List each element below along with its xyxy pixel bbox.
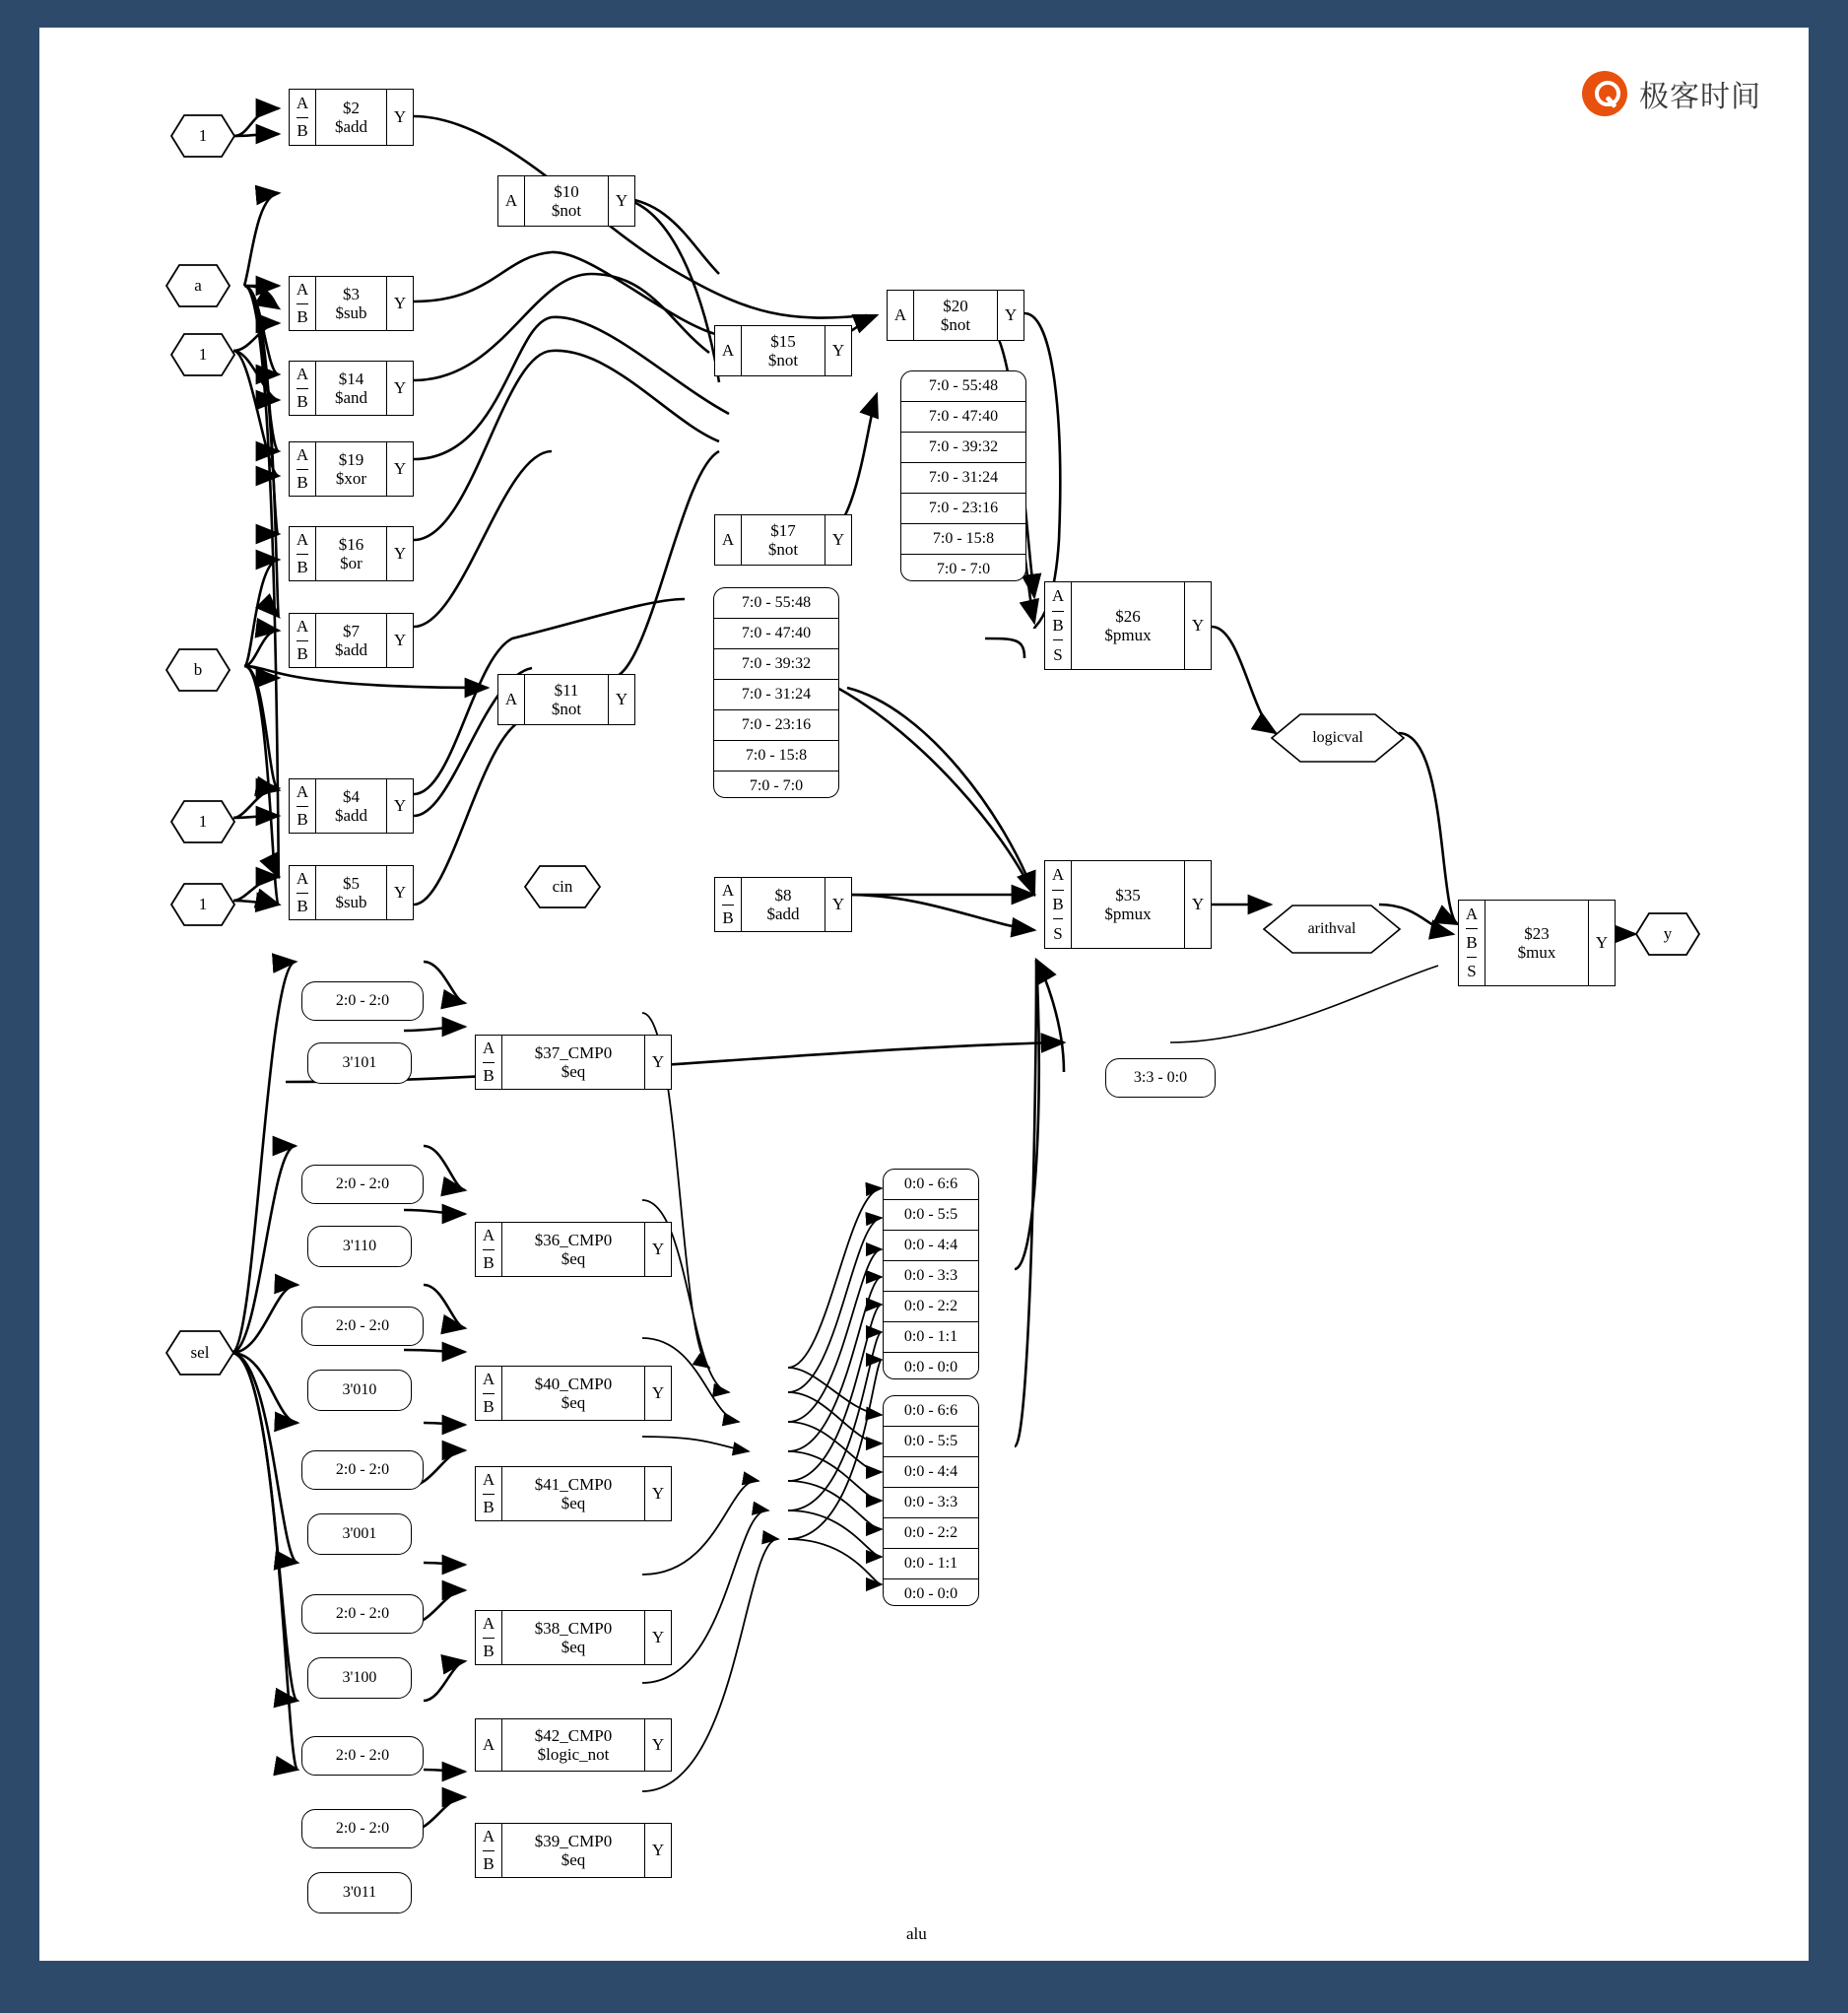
cell-26-pmux[interactable] [1044,581,1212,670]
port-a: A [1051,865,1065,885]
constant-label: 1 [198,895,208,913]
sel-slice: 2:0 - 2:0 [301,1594,424,1634]
port-y: Y [615,690,628,708]
slice-3-3-0-0: 3:3 - 0:0 [1105,1058,1216,1098]
cell-26-output [1184,582,1211,669]
cell-7-body [316,614,386,667]
cell-name: $36_CMP0 [534,1230,613,1249]
port-b: B [483,1062,494,1090]
cell-38-body [502,1611,644,1664]
port-a: A [296,365,309,384]
diagram-canvas [39,28,1809,1961]
geekbang-logo-icon [1582,71,1627,116]
sel-slice: 2:0 - 2:0 [301,1165,424,1204]
constant-node [170,883,235,926]
cell-7[interactable] [289,613,414,668]
port-b: B [297,303,307,331]
port-y: Y [393,544,407,563]
cell-2-output [386,90,413,145]
port-a: A [482,1614,495,1634]
slice-row: 7:0 - 23:16 [714,710,838,741]
cell-11-body [525,675,608,724]
cell-name: $38_CMP0 [534,1618,613,1638]
cell-10-output [608,176,634,226]
cell-16-inputs [290,527,316,580]
cell-name: $10 [554,181,579,201]
cell-37-cmp[interactable] [475,1035,672,1090]
port-y: Y [651,1841,665,1859]
port-a: A [296,280,309,300]
slice-row: 0:0 - 1:1 [884,1322,978,1353]
cell-11-output [608,675,634,724]
port-b: B [483,1638,494,1665]
sel-slice: 2:0 - 2:0 [301,1809,424,1848]
cell-19-output [386,442,413,496]
port-node-b [165,648,231,692]
cell-name: $3 [343,284,360,303]
brand-name: 极客时间 [1639,80,1761,114]
sel-slice: 2:0 - 2:0 [301,981,424,1021]
slice-row: 7:0 - 55:48 [901,371,1025,402]
cell-42-inputs [476,1719,502,1771]
cell-20-body [914,291,997,340]
port-y: Y [651,1383,665,1402]
cell-14-body [316,362,386,415]
port-a: A [482,1226,495,1245]
port-node-cin [524,865,601,908]
constant-node [170,800,235,843]
cell-type: $pmux [1104,905,1152,923]
port-y: Y [1191,616,1205,635]
cell-type: $sub [335,893,367,911]
cell-38-output [644,1611,671,1664]
slice-row: 7:0 - 47:40 [714,619,838,649]
cell-name: $5 [343,873,360,893]
slice-row: 7:0 - 7:0 [936,561,991,577]
cell-39-inputs [476,1824,502,1877]
cell-type: $mux [1517,943,1556,962]
cell-4-output [386,779,413,833]
cell-26-inputs [1045,582,1072,669]
sel-slice: 2:0 - 2:0 [301,1450,424,1490]
cell-name: $20 [943,296,968,315]
cell-type: $eq [561,1249,586,1268]
port-label-cin: cin [552,877,573,896]
cell-23-body [1485,901,1588,985]
slice-row: 7:0 - 39:32 [901,433,1025,463]
slice-row: 0:0 - 1:1 [884,1549,978,1579]
cell-15[interactable] [714,325,852,376]
cell-4-body [316,779,386,833]
wire-label: logicval [1312,729,1363,746]
port-s: S [1467,957,1476,985]
cell-17[interactable] [714,514,852,566]
cell-type: $add [766,905,800,923]
port-b: B [722,905,733,932]
cell-type: $and [334,388,368,407]
port-a: A [504,191,518,210]
port-b: B [297,117,307,146]
cell-40-output [644,1367,671,1420]
slice-group-mid [713,587,839,798]
port-label-b: b [193,660,203,679]
cell-type: $eq [561,1062,586,1081]
cell-name: $26 [1115,606,1141,626]
port-y: Y [393,631,407,649]
cell-name: $4 [343,786,360,806]
cell-14-output [386,362,413,415]
cell-20[interactable] [887,290,1024,341]
slice-row: 0:0 - 2:2 [884,1518,978,1549]
port-b: B [483,1393,494,1421]
port-b: B [297,554,307,581]
wire-logicval [1271,713,1405,763]
constant-3-011: 3'011 [307,1872,412,1913]
cell-19-body [316,442,386,496]
slice-row: 7:0 - 39:32 [714,649,838,680]
port-y: Y [651,1628,665,1646]
cell-name: $8 [774,885,792,905]
cell-39-body [502,1824,644,1877]
cell-20-output [997,291,1023,340]
constant-3-101: 3'101 [307,1042,412,1084]
cell-type: $eq [561,1494,586,1512]
cell-23-output [1588,901,1615,985]
port-s: S [1053,918,1062,948]
cell-19[interactable] [289,441,414,497]
cell-3[interactable] [289,276,414,331]
cell-17-inputs [715,515,742,565]
cell-17-output [825,515,851,565]
port-a: A [296,782,309,802]
cell-16[interactable] [289,526,414,581]
cell-type: $add [334,640,368,659]
cell-type: $eq [561,1638,586,1656]
cell-15-inputs [715,326,742,375]
slice-row: 0:0 - 4:4 [884,1231,978,1261]
cell-40-cmp[interactable] [475,1366,672,1421]
port-a: A [482,1470,495,1490]
port-a: A [721,881,735,901]
slice-row: 0:0 - 2:2 [884,1292,978,1322]
port-y: Y [1595,933,1609,952]
cell-name: $16 [338,534,364,554]
cell-14-inputs [290,362,316,415]
cell-8-body [742,878,825,931]
cell-37-output [644,1036,671,1089]
port-b: B [1052,890,1063,919]
slice-group-bits-upper [883,1169,979,1379]
cell-42-body [502,1719,644,1771]
cell-35-output [1184,861,1211,948]
cell-35-inputs [1045,861,1072,948]
cell-4-inputs [290,779,316,833]
cell-type: $eq [561,1393,586,1412]
cell-8-output [825,878,851,931]
constant-3-110: 3'110 [307,1226,412,1267]
port-y: Y [651,1240,665,1258]
cell-14[interactable] [289,361,414,416]
port-a: A [482,1735,495,1754]
slice-group-bits-lower [883,1395,979,1606]
port-a: A [1051,586,1065,606]
cell-35-pmux[interactable] [1044,860,1212,949]
slice-row: 0:0 - 3:3 [884,1261,978,1292]
constant-node [170,114,235,158]
constant-label: 1 [198,812,208,831]
slice-row: 0:0 - 0:0 [903,1359,958,1376]
constant-3-100: 3'100 [307,1657,412,1699]
cell-type: $eq [561,1850,586,1869]
diagram-caption: alu [906,1924,927,1943]
cell-3-output [386,277,413,330]
port-b: B [297,640,307,668]
slice-row: 7:0 - 23:16 [901,494,1025,524]
port-a: A [296,869,309,889]
cell-40-inputs [476,1367,502,1420]
cell-5-body [316,866,386,919]
cell-15-body [742,326,825,375]
cell-name: $41_CMP0 [534,1474,613,1494]
cell-2-inputs [290,90,316,145]
slice-row: 7:0 - 31:24 [714,680,838,710]
port-y: Y [831,530,845,549]
cell-type: $not [767,540,799,559]
cell-15-output [825,326,851,375]
cell-23-mux[interactable] [1458,900,1616,986]
port-y: Y [651,1484,665,1503]
cell-name: $23 [1524,923,1550,943]
cell-35-body [1072,861,1184,948]
cell-type: $xor [335,469,367,488]
sel-slice: 2:0 - 2:0 [301,1307,424,1346]
cell-16-body [316,527,386,580]
port-label-a: a [194,276,202,295]
port-a: A [721,530,735,549]
port-y: Y [393,883,407,902]
port-y: Y [651,1052,665,1071]
cell-23-inputs [1459,901,1485,985]
port-y: Y [1004,305,1018,324]
port-y: Y [831,341,845,360]
cell-type: $sub [335,303,367,322]
slice-row: 7:0 - 15:8 [714,741,838,772]
cell-name: $35 [1115,885,1141,905]
slice-row: 0:0 - 5:5 [884,1427,978,1457]
cell-3-inputs [290,277,316,330]
port-label-y: y [1663,924,1673,943]
constant-label: 1 [198,126,208,145]
cell-37-inputs [476,1036,502,1089]
port-b: B [483,1850,494,1878]
port-y: Y [393,459,407,478]
port-y: Y [651,1735,665,1754]
cell-type: $add [334,806,368,825]
cell-36-cmp[interactable] [475,1222,672,1277]
brand-logo [1582,71,1761,116]
port-a: A [893,305,907,324]
cell-41-inputs [476,1467,502,1520]
cell-type: $not [551,700,582,718]
port-node-y [1635,912,1700,956]
cell-41-cmp[interactable] [475,1466,672,1521]
cell-name: $14 [338,369,364,388]
cell-41-output [644,1467,671,1520]
constant-3-001: 3'001 [307,1513,412,1555]
cell-16-output [386,527,413,580]
port-b: B [297,469,307,497]
cell-42-logic-not[interactable] [475,1718,672,1772]
cell-38-inputs [476,1611,502,1664]
port-a: A [482,1039,495,1058]
cell-2[interactable] [289,89,414,146]
cell-type: $not [551,201,582,220]
cell-7-inputs [290,614,316,667]
cell-11[interactable] [497,674,635,725]
port-y: Y [393,378,407,397]
cell-type: $logic_not [537,1745,610,1764]
slice-row: 0:0 - 6:6 [884,1170,978,1200]
slice-row: 0:0 - 3:3 [884,1488,978,1518]
port-y: Y [393,796,407,815]
cell-17-body [742,515,825,565]
port-b: B [297,893,307,920]
slice-row: 7:0 - 31:24 [901,463,1025,494]
constant-3-010: 3'010 [307,1370,412,1411]
cell-39-output [644,1824,671,1877]
cell-42-output [644,1719,671,1771]
port-a: A [296,530,309,550]
slice-row: 0:0 - 6:6 [884,1396,978,1427]
slice-row: 0:0 - 5:5 [884,1200,978,1231]
cell-name: $11 [554,680,579,700]
slice-row: 0:0 - 4:4 [884,1457,978,1488]
slice-row: 0:0 - 0:0 [903,1585,958,1602]
cell-37-body [502,1036,644,1089]
port-a: A [482,1370,495,1389]
cell-19-inputs [290,442,316,496]
cell-name: $7 [343,621,360,640]
cell-10-inputs [498,176,525,226]
port-b: B [1052,611,1063,640]
port-s: S [1053,639,1062,669]
cell-name: $2 [343,98,360,117]
cell-11-inputs [498,675,525,724]
cell-name: $40_CMP0 [534,1374,613,1393]
cell-name: $39_CMP0 [534,1831,613,1850]
port-a: A [296,617,309,637]
port-b: B [483,1249,494,1277]
slice-row: 7:0 - 15:8 [901,524,1025,555]
cell-type: $add [334,117,368,136]
slice-row: 7:0 - 55:48 [714,588,838,619]
cell-5[interactable] [289,865,414,920]
cell-7-output [386,614,413,667]
cell-8[interactable] [714,877,852,932]
port-y: Y [1191,895,1205,913]
cell-10[interactable] [497,175,635,227]
port-b: B [297,388,307,416]
port-node-a [165,264,231,307]
port-b: B [297,806,307,834]
cell-26-body [1072,582,1184,669]
slice-row: 7:0 - 7:0 [749,777,804,794]
port-label-sel: sel [190,1343,210,1362]
port-y: Y [615,191,628,210]
port-b: B [483,1494,494,1521]
sel-slice: 2:0 - 2:0 [301,1736,424,1776]
cell-36-body [502,1223,644,1276]
slice-group-top [900,370,1026,581]
port-node-sel [165,1330,234,1376]
cell-type: $or [340,554,363,572]
cell-10-body [525,176,608,226]
cell-41-body [502,1467,644,1520]
cell-36-output [644,1223,671,1276]
port-a: A [1465,905,1479,923]
cell-type: $not [940,315,971,334]
port-a: A [482,1827,495,1846]
cell-5-output [386,866,413,919]
cell-40-body [502,1367,644,1420]
cell-name: $19 [338,449,364,469]
cell-type: $not [767,351,799,369]
wire-arithval [1263,905,1401,954]
cell-36-inputs [476,1223,502,1276]
wire-label: arithval [1307,920,1356,937]
cell-name: $15 [770,331,796,351]
port-a: A [296,445,309,465]
cell-38-cmp[interactable] [475,1610,672,1665]
cell-3-body [316,277,386,330]
port-b: B [1466,928,1477,957]
port-y: Y [393,107,407,126]
cell-5-inputs [290,866,316,919]
constant-label: 1 [198,345,208,364]
cell-20-inputs [888,291,914,340]
port-a: A [721,341,735,360]
cell-name: $17 [770,520,796,540]
cell-name: $42_CMP0 [534,1725,613,1745]
slice-row: 7:0 - 47:40 [901,402,1025,433]
constant-node [170,333,235,376]
port-a: A [296,93,309,112]
cell-name: $37_CMP0 [534,1042,613,1062]
cell-4[interactable] [289,778,414,834]
port-y: Y [831,895,845,913]
cell-2-body [316,90,386,145]
cell-39-cmp[interactable] [475,1823,672,1878]
cell-type: $pmux [1104,626,1152,644]
port-a: A [504,690,518,708]
cell-8-inputs [715,878,742,931]
port-y: Y [393,294,407,312]
